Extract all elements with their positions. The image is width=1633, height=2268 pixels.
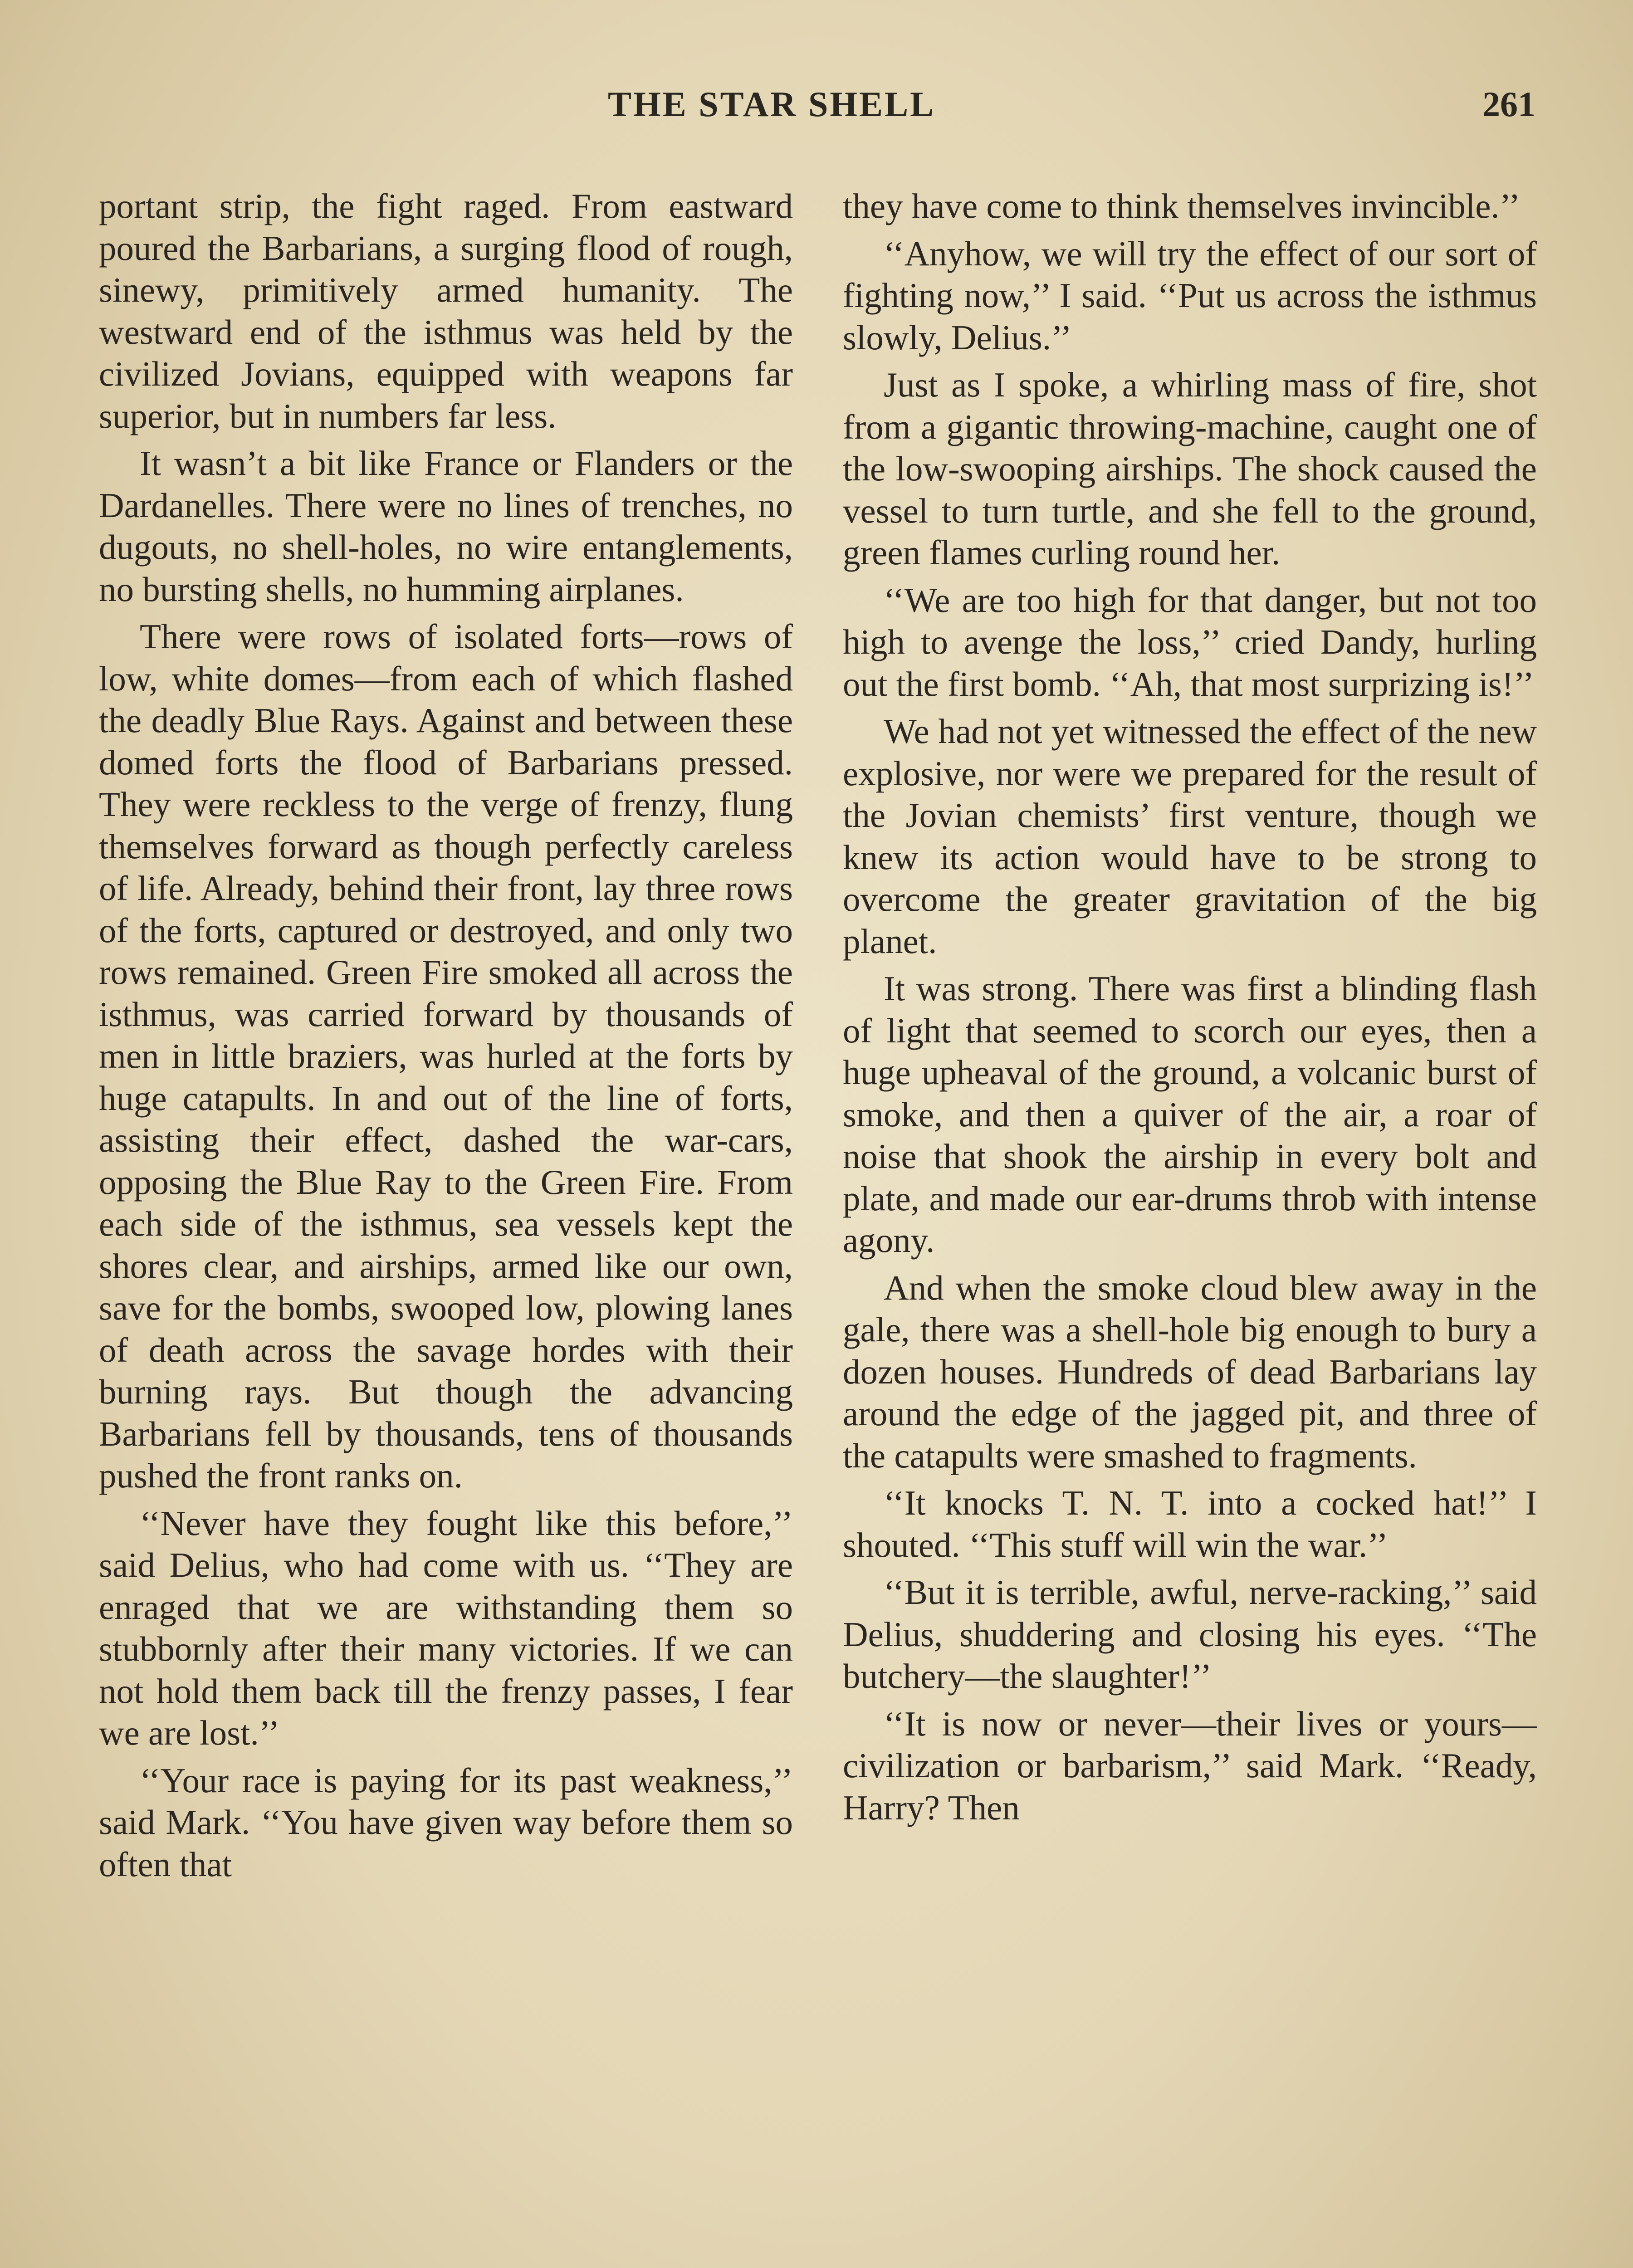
page-number: 261 <box>1482 84 1535 124</box>
paragraph: There were rows of isolated forts—rows of low, white domes—from each of which flashed the deadly Blue Rays. Against and between these domed forts the flood of Barbarians pressed. They were reckless to the verge of frenzy, flung themselves forward as though perfectly careless of life. Already, behind their front, lay three rows of the forts, captured or destroyed, and only two rows remained. Green Fire smoked all across the isthmus, was carried forward by thousands of men in little braziers, was hurled at the forts by huge catapults. In and out of the line of forts, assisting their effect, dashed the war-cars, opposing the Blue Ray to the Green Fire. From each side of the isthmus, sea vessels kept the shores clear, and airships, armed like our own, save for the bombs, swooped low, plowing lanes of death across the savage hordes with their burning rays. But though the advancing Barbarians fell by thousands, tens of thousands pushed the front ranks on. <box>99 617 793 1495</box>
paragraph: portant strip, the fight raged. From eastward poured the Barbarians, a surging flood of rough, sinewy, primitively armed humanity. The westward end of the isthmus was held by the civilized Jovians, equipped with weapons far superior, but in numbers far less. <box>99 186 793 435</box>
paragraph: they have come to think themselves invincible.’’ <box>843 186 1521 225</box>
right-column <box>843 185 1537 2268</box>
running-header: THE STAR SHELL <box>608 84 936 124</box>
paragraph: ‘‘Anyhow, we will try the effect of our sort of fighting now,’’ I said. ‘‘Put us across the isthmus slowly, Delius.’’ <box>843 234 1537 357</box>
paragraph: ‘‘It is now or never—their lives or yours—civilization or barbarism,’’ said Mark. ‘‘Ready, Harry? Then <box>843 1704 1537 1827</box>
paragraph: We had not yet witnessed the effect of the new explosive, nor were we prepared for the result of the Jovian chemists’ first venture, though we knew its action would have to be strong to overcome the greater gravitation of the big planet. <box>843 712 1537 961</box>
paragraph: ‘‘Never have they fought like this before,’’ said Delius, who had come with us. ‘‘They are enraged that we are withstanding them so stubbornly after their many victories. If we can not hold them back till the frenzy passes, I fear we are lost.’’ <box>99 1503 793 1752</box>
paragraph: ‘‘But it is terrible, awful, nerve-racking,’’ said Delius, shuddering and closing his eyes. ‘‘The butchery—the slaughter!’’ <box>843 1573 1537 1696</box>
paragraph: ‘‘We are too high for that danger, but not too high to avenge the loss,’’ cried Dandy, hurling out the first bomb. ‘‘Ah, that most surprizing is!’’ <box>843 580 1537 704</box>
paragraph: ‘‘It knocks T. N. T. into a cocked hat!’’ I shouted. ‘‘This stuff will win the war.’’ <box>843 1483 1537 1564</box>
paragraph: It was strong. There was first a blinding flash of light that seemed to scorch our eyes, then a huge upheaval of the ground, a volcanic burst of smoke, and then a quiver of the air, a roar of noise that shook the airship in every bolt and plate, and made our ear-drums throb with intense agony. <box>843 969 1537 1260</box>
paragraph: ‘‘Your race is paying for its past weakness,’’ said Mark. ‘‘You have given way before them so often that <box>99 1760 793 1884</box>
left-column <box>99 185 793 2268</box>
paragraph: Just as I spoke, a whirling mass of fire, shot from a gigantic throwing-machine, caught one of the low-swooping airships. The shock caused the vessel to turn turtle, and she fell to the ground, green flames curling round her. <box>843 365 1537 572</box>
paragraph: And when the smoke cloud blew away in the gale, there was a shell-hole big enough to bury a dozen houses. Hundreds of dead Barbarians lay around the edge of the jagged pit, and three of the catapults were smashed to fragments. <box>843 1268 1537 1475</box>
paragraph: It wasn’t a bit like France or Flanders or the Dardanelles. There were no lines of trenches, no dugouts, no shell-holes, no wire entanglements, no bursting shells, no humming airplanes. <box>99 444 793 609</box>
